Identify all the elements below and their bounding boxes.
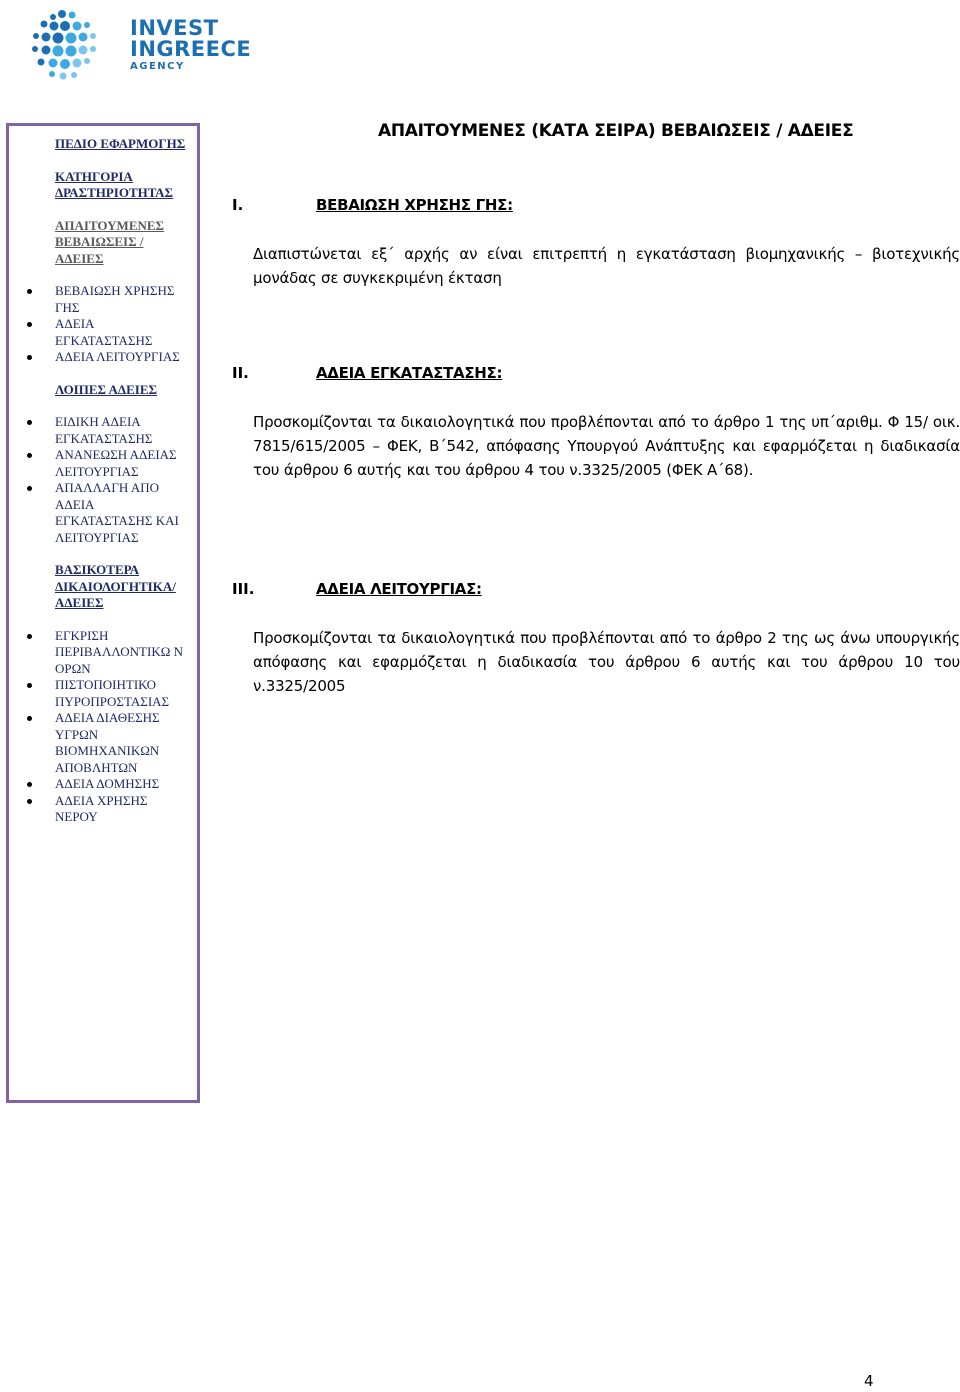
logo-wordmark bbox=[130, 18, 251, 72]
section-title-operation-permit: ΑΔΕΙΑ ΛΕΙΤΟΥΡΓΙΑΣ: bbox=[316, 580, 482, 598]
section-text-installation-permit: Προσκομίζονται τα δικαιολογητικά που προβλέπονται από το άρθρο 1 της υπ΄αριθμ. Φ 15/ οικ. 7815/615/2005 – ΦΕΚ, Β΄542, απόφασης Υπουργού Ανάπτυξης και εφαρμόζεται η διαδικασία του άρθρου 6 αυτής και του άρθρου 4 του ν.3325/2005 (ΦΕΚ Α΄68). bbox=[253, 413, 960, 479]
sidebar-link-scope[interactable]: ΠΕΔΙΟ ΕΦΑΡΜΟΓΗΣ bbox=[55, 136, 186, 151]
sidebar-link-other-permits[interactable]: ΛΟΙΠΕΣ ΑΔΕΙΕΣ bbox=[55, 381, 157, 397]
sidebar-link-key-documents[interactable]: ΒΑΣΙΚΟΤΕΡΑ ΔΙΚΑΙΟΛΟΓΗΤΙΚΑ/ ΑΔΕΙΕΣ bbox=[55, 562, 176, 610]
section-number-1: I. bbox=[232, 196, 244, 214]
logo-line-2: INGREECE bbox=[130, 37, 252, 61]
section-number-3: III. bbox=[232, 580, 255, 598]
section-title-land-use: ΒΕΒΑΙΩΣΗ ΧΡΗΣΗΣ ΓΗΣ: bbox=[316, 196, 513, 214]
sidebar-content bbox=[55, 136, 191, 826]
sidebar-navigation bbox=[6, 123, 200, 1103]
sidebar-item-permit-exemption[interactable]: ΑΠΑΛΛΑΓΗ ΑΠΟ ΑΔΕΙΑ ΕΓΚΑΤΑΣΤΑΣΗΣ ΚΑΙ ΛΕΙΤΟΥΡΓΙΑΣ bbox=[55, 480, 191, 546]
sidebar-item-waste-disposal-permit[interactable]: ΑΔΕΙΑ ΔΙΑΘΕΣΗΣ ΥΓΡΩΝ ΒΙΟΜΗΧΑΝΙΚΩΝ ΑΠΟΒΛΗΤΩΝ bbox=[55, 710, 191, 776]
sidebar-item-operation-permit-renewal[interactable]: ΑΝΑΝΕΩΣΗ ΑΔΕΙΑΣ ΛΕΙΤΟΥΡΓΙΑΣ bbox=[55, 447, 191, 480]
section-text-land-use: Διαπιστώνεται εξ΄ αρχής αν είναι επιτρεπτή η εγκατάσταση βιομηχανικής – βιοτεχνικής μονάδας σε συγκεκριμένη έκταση bbox=[253, 245, 960, 287]
section-title-installation-permit: ΑΔΕΙΑ ΕΓΚΑΤΑΣΤΑΣΗΣ: bbox=[316, 364, 503, 382]
sidebar-link-required-permits[interactable]: ΑΠΑΙΤΟΥΜΕΝΕΣ ΒΕΒΑΙΩΣΕΙΣ /ΑΔΕΙΕΣ bbox=[55, 217, 165, 266]
page-number: 4 bbox=[864, 1372, 874, 1390]
sidebar-item-building-permit[interactable]: ΑΔΕΙΑ ΔΟΜΗΣΗΣ bbox=[55, 776, 191, 793]
logo-line-1: INVEST bbox=[130, 16, 219, 40]
section-number-2: II. bbox=[232, 364, 249, 382]
sidebar-list-other-permits bbox=[55, 414, 191, 546]
sidebar-item-land-use-certificate[interactable]: ΒΕΒΑΙΩΣΗ ΧΡΗΣΗΣ ΓΗΣ bbox=[55, 283, 191, 316]
invest-in-greece-logo bbox=[26, 6, 252, 86]
page-title: ΑΠΑΙΤΟΥΜΕΝΕΣ (ΚΑΤΑ ΣΕΙΡΑ) ΒΕΒΑΙΩΣΕΙΣ / ΑΔΕΙΕΣ bbox=[378, 121, 854, 141]
sidebar-item-water-use-permit[interactable]: ΑΔΕΙΑ ΧΡΗΣΗΣ ΝΕΡΟΥ bbox=[55, 793, 191, 826]
logo-line-3: AGENCY bbox=[130, 61, 185, 72]
sidebar-list-key-documents bbox=[55, 628, 191, 826]
sidebar-item-environmental-terms[interactable]: ΕΓΚΡΙΣΗ ΠΕΡΙΒΑΛΛΟΝΤΙΚΩ Ν ΟΡΩΝ bbox=[55, 628, 191, 678]
sidebar-item-installation-permit[interactable]: ΑΔΕΙΑ ΕΓΚΑΤΑΣΤΑΣΗΣ bbox=[55, 316, 191, 349]
sidebar-item-operation-permit[interactable]: ΑΔΕΙΑ ΛΕΙΤΟΥΡΓΙΑΣ bbox=[55, 349, 191, 366]
sidebar-link-activity-category[interactable]: ΚΑΤΗΓΟΡΙΑ ΔΡΑΣΤΗΡΙΟΤΗΤΑΣ bbox=[55, 168, 174, 200]
sidebar-item-fire-safety-certificate[interactable]: ΠΙΣΤΟΠΟΙΗΤΙΚΟ ΠΥΡΟΠΡΟΣΤΑΣΙΑΣ bbox=[55, 677, 191, 710]
section-text-operation-permit: Προσκομίζονται τα δικαιολογητικά που προβλέπονται από το άρθρο 2 της ως άνω υπουργικής απόφασης και εφαρμόζεται η διαδικασία του άρθρου 6 αυτής και του άρθρου 10 του ν.3325/2005 bbox=[253, 629, 960, 695]
sidebar-item-special-installation-permit[interactable]: ΕΙΔΙΚΗ ΑΔΕΙΑ ΕΓΚΑΤΑΣΤΑΣΗΣ bbox=[55, 414, 191, 447]
sidebar-list-required-permits bbox=[55, 283, 191, 366]
dots-globe-icon bbox=[26, 6, 126, 86]
